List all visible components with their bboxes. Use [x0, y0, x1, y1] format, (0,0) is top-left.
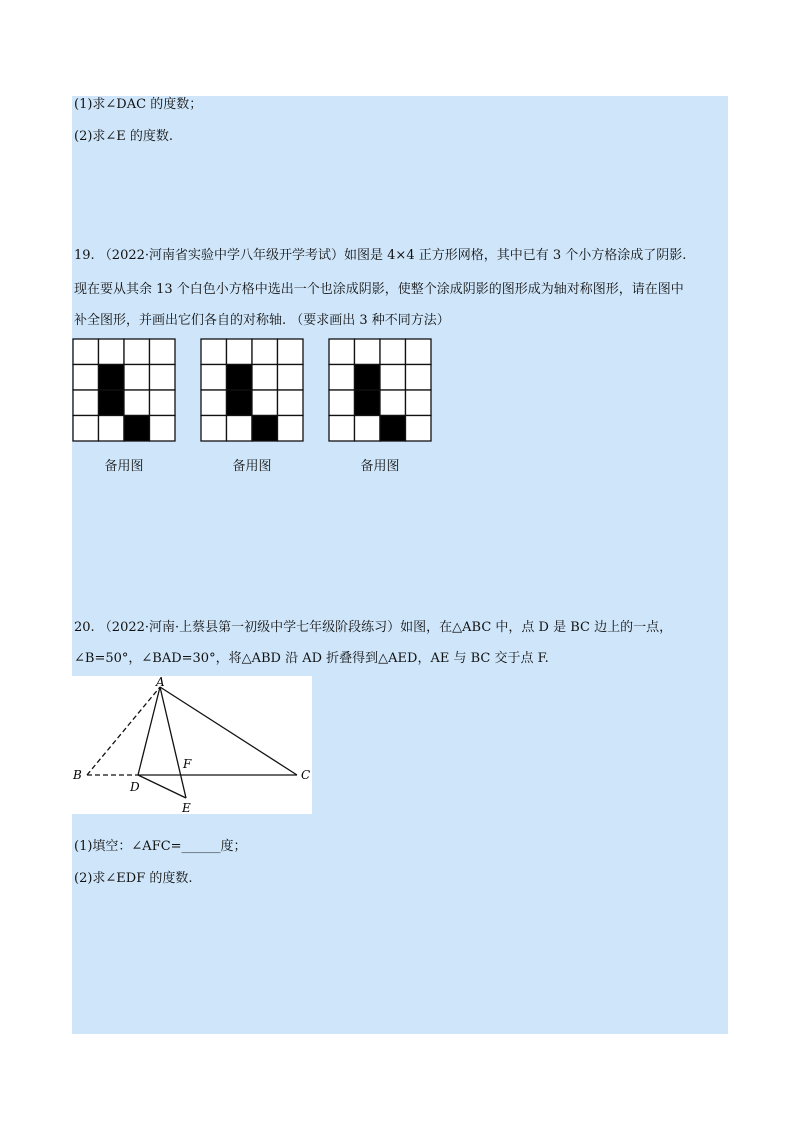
- grid-cell: [406, 365, 432, 391]
- grid-cell: [227, 339, 253, 365]
- label-F: F: [183, 757, 192, 771]
- grid-caption-2: 备用图: [232, 459, 272, 474]
- grid-cell-shaded: [227, 390, 253, 416]
- grid-cell: [99, 416, 125, 442]
- grid-cell: [380, 365, 406, 391]
- grid-cell-shaded: [99, 390, 125, 416]
- grid-cell: [73, 416, 99, 442]
- grid-cell: [150, 339, 176, 365]
- q20-part2: (2)求∠EDF 的度数.: [74, 871, 193, 886]
- triangle-figure: [72, 676, 312, 814]
- triangle-figure-svg: [72, 676, 312, 814]
- grid-cell: [73, 365, 99, 391]
- grid-cell-shaded: [99, 365, 125, 391]
- label-D: D: [130, 780, 140, 794]
- grid-cell: [278, 339, 304, 365]
- grid-cell: [252, 365, 278, 391]
- grid-svg-1: [72, 338, 176, 442]
- grid-cell: [355, 339, 381, 365]
- grid-cell-shaded: [355, 390, 381, 416]
- grid-cell: [406, 416, 432, 442]
- grid-svg-3: [328, 338, 432, 442]
- grid-cell-shaded: [252, 416, 278, 442]
- grid-cell: [99, 339, 125, 365]
- grid-cell: [124, 390, 150, 416]
- grid-cell: [201, 365, 227, 391]
- grid-cell: [406, 339, 432, 365]
- segment-AC: [160, 687, 297, 775]
- grid-cell-shaded: [355, 365, 381, 391]
- grid-cell: [73, 339, 99, 365]
- grid-cell: [124, 365, 150, 391]
- grid-cell: [150, 390, 176, 416]
- grid-cell: [278, 365, 304, 391]
- q19-line2: 现在要从其余 13 个白色小方格中选出一个也涂成阴影，使整个涂成阴影的图形成为轴对称图形，请在图中: [74, 282, 684, 297]
- grid-cell: [329, 365, 355, 391]
- question-highlight-area: [72, 96, 728, 1034]
- grid-cell: [406, 390, 432, 416]
- q18-part1: (1)求∠DAC 的度数；: [74, 97, 203, 112]
- grid-cell: [252, 390, 278, 416]
- label-B: B: [73, 768, 82, 782]
- grid-caption-1: 备用图: [104, 459, 144, 474]
- grid-cell: [124, 339, 150, 365]
- grid-figure-1: [72, 338, 176, 446]
- grid-caption-3: 备用图: [360, 459, 400, 474]
- grid-cell: [201, 416, 227, 442]
- grid-cell: [380, 390, 406, 416]
- label-E: E: [182, 801, 191, 814]
- grid-cell: [329, 390, 355, 416]
- grid-cell: [150, 365, 176, 391]
- q19-line1: 19. （2022·河南省实验中学八年级开学考试）如图是 4×4 正方形网格，其中已有 3 个小方格涂成了阴影.: [74, 248, 687, 263]
- grid-cell: [278, 416, 304, 442]
- grid-figure-2: [200, 338, 304, 446]
- grid-cell-shaded: [124, 416, 150, 442]
- grid-cell: [380, 339, 406, 365]
- grid-cell: [252, 339, 278, 365]
- grid-cell: [201, 339, 227, 365]
- q20-part1: (1)填空：∠AFC=______度；: [74, 839, 247, 854]
- q20-line2: ∠B=50°，∠BAD=30°，将△ABD 沿 AD 折叠得到△AED，AE 与 BC 交于点 F.: [74, 651, 549, 666]
- label-A: A: [156, 676, 165, 689]
- q20-line1: 20. （2022·河南·上蔡县第一初级中学七年级阶段练习）如图，在△ABC 中，点 D 是 BC 边上的一点，: [74, 620, 673, 635]
- label-C: C: [301, 768, 311, 782]
- grid-cell: [278, 390, 304, 416]
- grid-svg-2: [200, 338, 304, 442]
- grid-cell: [355, 416, 381, 442]
- grid-cell: [201, 390, 227, 416]
- q18-part2: (2)求∠E 的度数.: [74, 129, 174, 144]
- grid-figure-3: [328, 338, 432, 446]
- grid-cell: [329, 416, 355, 442]
- grid-cell-shaded: [380, 416, 406, 442]
- grid-cell: [227, 416, 253, 442]
- q19-line3: 补全图形，并画出它们各自的对称轴. （要求画出 3 种不同方法）: [74, 313, 450, 328]
- segment-AE: [160, 687, 186, 798]
- grid-cell-shaded: [227, 365, 253, 391]
- grid-cell: [329, 339, 355, 365]
- grid-cell: [73, 390, 99, 416]
- grid-cell: [150, 416, 176, 442]
- segment-DE: [138, 775, 186, 798]
